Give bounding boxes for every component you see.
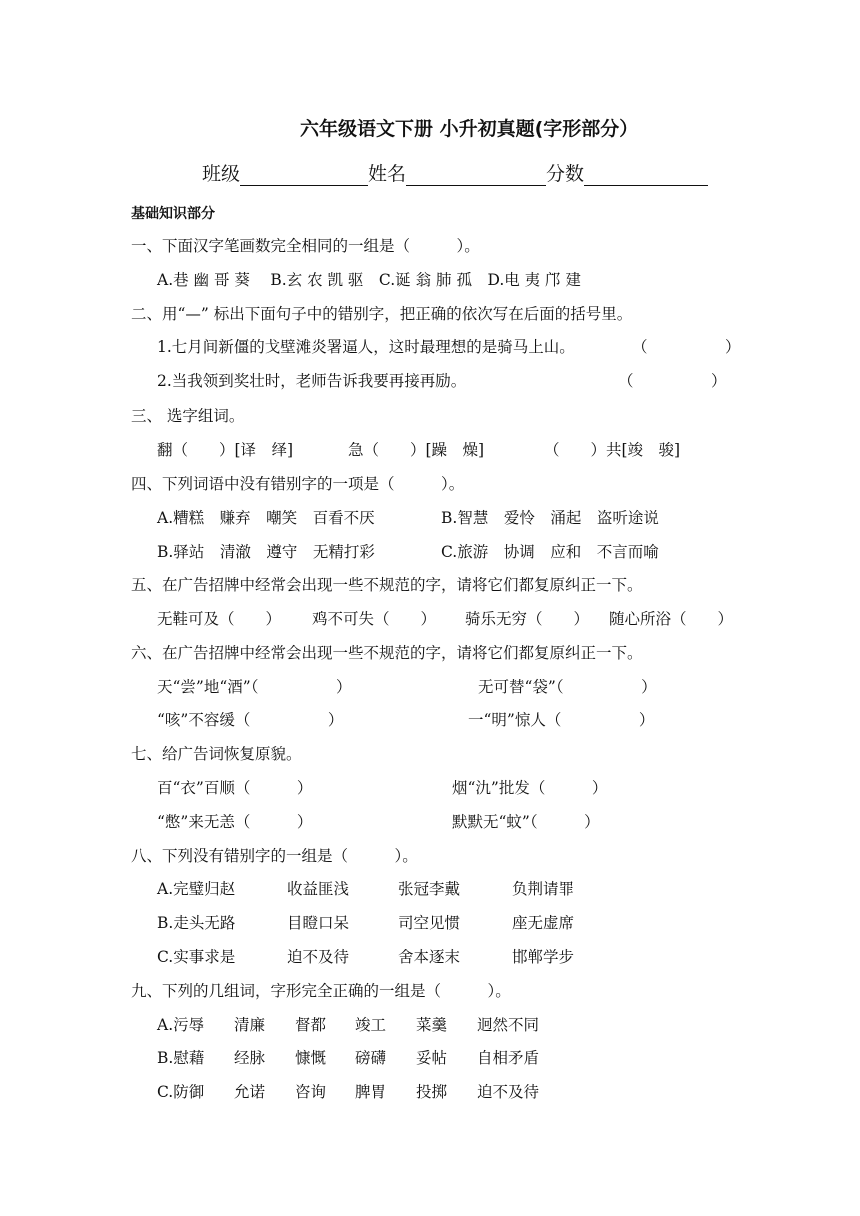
question-4-option-b: B.智慧 爱怜 涌起 盗听途说: [441, 509, 659, 527]
option-word: 司空见惯: [398, 914, 461, 932]
option-word: 迫不及待: [287, 948, 350, 966]
option-word: 目瞪口呆: [287, 914, 350, 932]
class-blank[interactable]: [240, 165, 368, 186]
score-label: 分数: [546, 163, 585, 185]
question-7-item: 烟“氿”批发（ ）: [452, 779, 608, 797]
question-6-stem: 六、在广告招牌中经常会出现一些不规范的字，请将它们都复原纠正一下。: [131, 644, 643, 662]
option-word: 妥帖: [416, 1049, 448, 1067]
question-7-item: 默默无“蚊”（ ）: [452, 813, 600, 831]
question-3-stem: 三、 选字组词。: [131, 407, 245, 425]
question-4-option-c: B.驿站 清澈 遵守 无精打彩: [157, 543, 375, 561]
question-5-item: 随心所浴（ ）: [609, 610, 734, 628]
option-word: 迥然不同: [477, 1016, 540, 1034]
question-4-stem: 四、下列词语中没有错别字的一项是（ ）。: [131, 475, 465, 493]
name-label: 姓名: [368, 163, 407, 185]
option-word: 督都: [295, 1016, 327, 1034]
question-4-option-d: C.旅游 协调 应和 不言而喻: [441, 543, 659, 561]
question-1-options: A.巷 幽 哥 葵 B.玄 农 凯 驱 C.诞 翁 肺 孤 D.电 夷 邝 建: [157, 271, 582, 289]
option-word: A.污辱: [157, 1016, 205, 1034]
question-5-item: 骑乐无穷（ ）: [465, 610, 590, 628]
question-3-item-a: 翻（ ）[译 绎]: [157, 441, 294, 459]
question-2-sentence-1: 1.七月间新僵的戈壁滩炎署逼人，这时最理想的是骑马上山。: [157, 338, 575, 356]
option-word: 收益匪浅: [287, 880, 350, 898]
question-5-item: 无鞋可及（ ）: [157, 610, 282, 628]
question-6-item: “咳”不容缓（ ）: [157, 711, 344, 729]
question-7-item: 百“衣”百顺（ ）: [157, 779, 313, 797]
question-6-item: 无可替“袋”（ ）: [478, 678, 657, 696]
question-6-item: 一“明”惊人（ ）: [468, 711, 655, 729]
question-8-stem: 八、下列没有错别字的一组是（ ）。: [131, 847, 418, 865]
question-4-option-a: A.糟糕 赚弃 嘲笑 百看不厌: [157, 509, 375, 527]
class-label: 班级: [202, 163, 241, 185]
question-5-stem: 五、在广告招牌中经常会出现一些不规范的字，请将它们都复原纠正一下。: [131, 576, 643, 594]
student-info-line: [202, 160, 708, 186]
option-word: 迫不及待: [477, 1083, 540, 1101]
option-word: 脾胃: [355, 1083, 387, 1101]
question-2-answer-2[interactable]: （ ）: [618, 372, 727, 390]
question-7-item: “憋”来无恙（ ）: [157, 813, 313, 831]
question-2-answer-1[interactable]: （ ）: [632, 338, 741, 356]
question-5-item: 鸡不可失（ ）: [312, 610, 437, 628]
page-title: 六年级语文下册 小升初真题(字形部分）: [300, 118, 639, 140]
question-9-stem: 九、下列的几组词，字形完全正确的一组是（ ）。: [131, 982, 511, 1000]
option-word: B.走头无路: [157, 914, 236, 932]
option-word: A.完璧归赵: [157, 880, 236, 898]
option-word: 座无虚席: [512, 914, 575, 932]
option-word: 菜羹: [416, 1016, 448, 1034]
option-word: 清廉: [234, 1016, 266, 1034]
option-word: 自相矛盾: [477, 1049, 540, 1067]
option-word: 允诺: [234, 1083, 266, 1101]
question-6-item: 天“尝”地“酒”（ ）: [157, 678, 352, 696]
score-blank[interactable]: [584, 165, 708, 186]
option-word: 邯郸学步: [512, 948, 575, 966]
section-heading: 基础知识部分: [131, 206, 215, 222]
option-word: C.防御: [157, 1083, 205, 1101]
option-word: 经脉: [234, 1049, 266, 1067]
question-2-stem: 二、用“—” 标出下面句子中的错别字，把正确的依次写在后面的括号里。: [131, 305, 633, 323]
option-word: 慷慨: [295, 1049, 327, 1067]
option-word: 投掷: [416, 1083, 448, 1101]
question-2-sentence-2: 2.当我领到奖壮时，老师告诉我要再接再励。: [157, 372, 467, 390]
option-word: 舍本逐末: [398, 948, 461, 966]
name-blank[interactable]: [406, 165, 546, 186]
option-word: 张冠李戴: [398, 880, 461, 898]
option-word: 磅礴: [355, 1049, 387, 1067]
option-word: 负荆请罪: [512, 880, 575, 898]
question-3-item-c: （ ）共[竣 骏]: [544, 441, 681, 459]
option-word: C.实事求是: [157, 948, 236, 966]
question-1-stem: 一、下面汉字笔画数完全相同的一组是（ ）。: [131, 237, 480, 255]
question-7-stem: 七、给广告词恢复原貌。: [131, 745, 302, 763]
option-word: 竣工: [355, 1016, 387, 1034]
question-3-item-b: 急（ ）[躁 燥]: [348, 441, 485, 459]
option-word: 咨询: [295, 1083, 327, 1101]
option-word: B.慰藉: [157, 1049, 205, 1067]
